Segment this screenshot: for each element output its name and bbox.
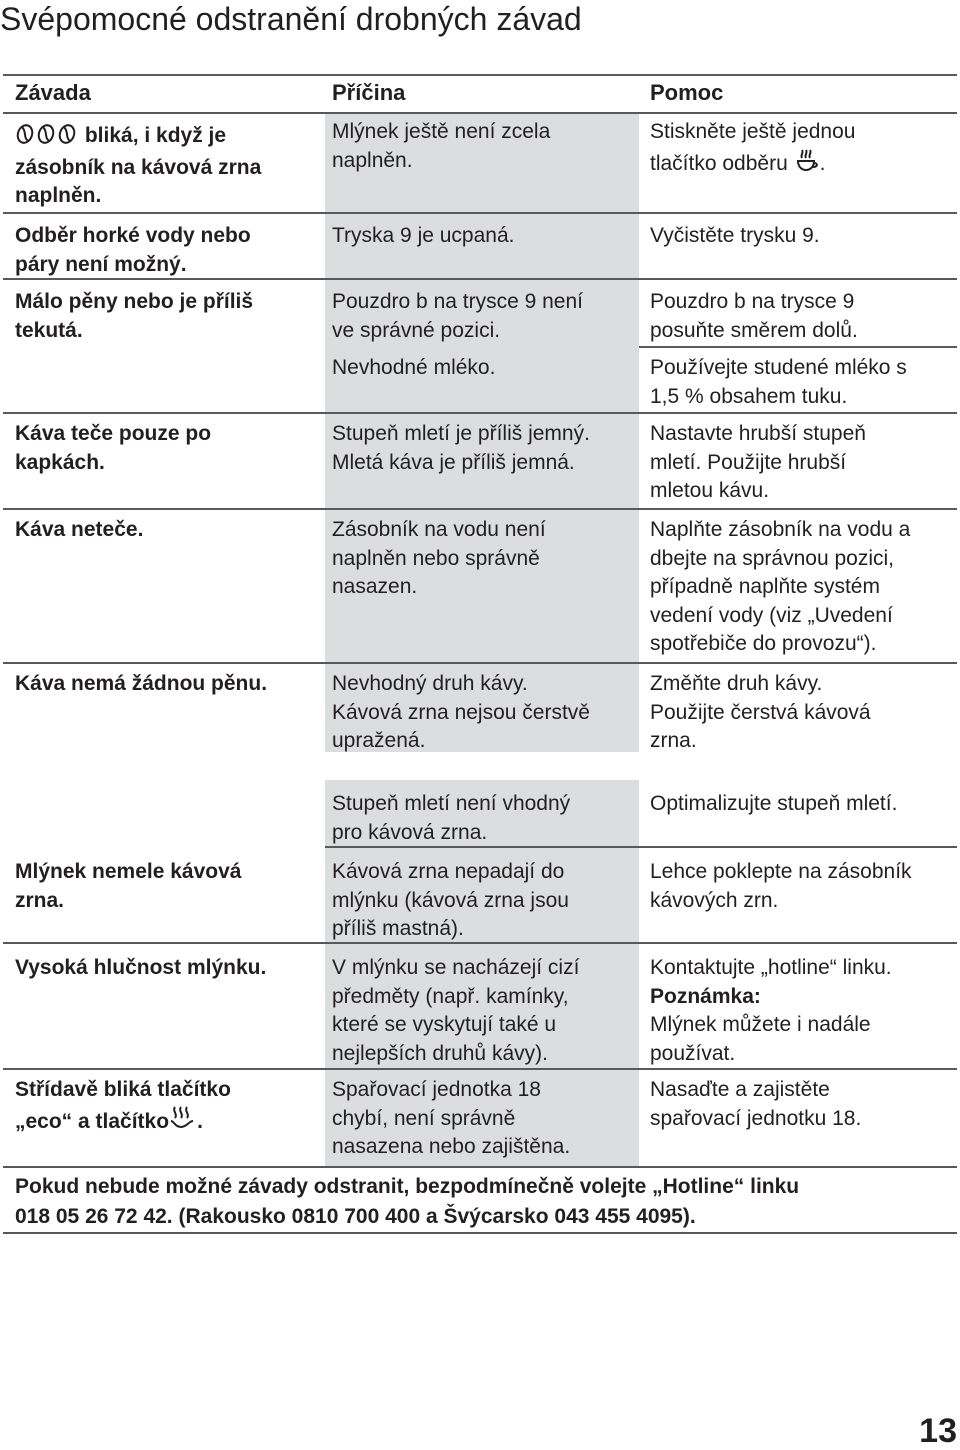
table-row-help: Změňte druh kávy. Použijte čerstvá kávová zrna. [650, 672, 871, 752]
help-text: Stiskněte ještě jednou tlačítko odběru [650, 120, 856, 175]
table-row-help: Používejte studené mléko s 1,5 % obsahem tuku. [650, 356, 907, 408]
table-row-help: Pouzdro b na trysce 9 posuňte směrem dolů. [650, 290, 858, 342]
coffee-cup-icon [794, 147, 820, 182]
help-text: Kontaktujte „hotline“ linku. [650, 956, 892, 979]
table-row-cause: Stupeň mletí je příliš jemný. Mletá káva je příliš jemná. [332, 422, 590, 474]
table-bottom-rule [3, 1232, 957, 1234]
table-row-fault: Káva nemá žádnou pěnu. [15, 672, 268, 695]
header-cause: Příčina [332, 80, 406, 105]
table-top-rule [3, 74, 957, 76]
header-help: Pomoc [650, 80, 724, 105]
row-rule [3, 508, 957, 510]
table-row-fault: Odběr horké vody nebo páry není možný. [15, 224, 251, 276]
table-row-fault [15, 122, 261, 211]
page-title: Svépomocné odstranění drobných závad [0, 1, 582, 37]
note-label: Poznámka: [650, 984, 761, 1008]
row-rule [3, 1166, 957, 1168]
three-beans-icon [15, 123, 79, 154]
table-row-cause: Nevhodný druh kávy. Kávová zrna nejsou čerstvě upražená. [332, 672, 590, 752]
row-rule [3, 662, 957, 664]
row-rule [3, 212, 957, 214]
table-row-fault: Káva teče pouze po kapkách. [15, 422, 212, 474]
fault-text: bliká, i když je zásobník na kávová zrna naplněn. [15, 124, 262, 207]
table-row-fault: Káva neteče. [15, 518, 144, 541]
table-row-fault: Málo pěny nebo je příliš tekutá. [15, 290, 254, 342]
table-row-fault: Mlýnek nemele kávová zrna. [15, 860, 242, 912]
row-rule-partial [639, 346, 957, 348]
table-row-cause: Zásobník na vodu není naplněn nebo správně nasazen. [332, 518, 546, 598]
table-row-cause: Tryska 9 je ucpaná. [332, 224, 515, 247]
table-row-help [650, 954, 892, 1068]
note-text: Mlýnek můžete i nadále používat. [650, 1013, 871, 1065]
page-number: 13 [919, 1412, 957, 1450]
row-rule [3, 1068, 957, 1070]
table-row-cause: Pouzdro b na trysce 9 není ve správné pozici. [332, 290, 583, 342]
table-row-cause: Mlýnek ještě není zcela naplněn. [332, 120, 551, 172]
help-suffix: . [819, 151, 826, 175]
table-row-cause: Stupeň mletí není vhodný pro kávová zrna. [332, 792, 571, 844]
table-row-fault [15, 1076, 231, 1139]
table-row-cause: V mlýnku se nacházejí cizí předměty (např. kamínky, které se vyskytují také u nejlepších druhů kávy). [332, 956, 580, 1065]
table-row-help: Lehce poklepte na zásobník kávových zrn. [650, 860, 912, 912]
table-row-help: Optimalizujte stupeň mletí. [650, 792, 898, 815]
table-row-fault: Vysoká hlučnost mlýnku. [15, 956, 267, 979]
table-row-help: Naplňte zásobník na vodu a dbejte na správnou pozici, případně naplňte systém vedení vody (viz „Uvedení spotřebiče do provozu“). [650, 518, 911, 655]
table-row-cause: Nevhodné mléko. [332, 356, 496, 379]
hotline-footer-note: Pokud nebude možné závady odstranit, bezpodmínečně volejte „Hotline“ linku 018 05 26 72 42. (Rakousko 0810 700 400 a Švýcarsko 043 455 4095). [15, 1175, 800, 1228]
table-row-help: Nasaďte a zajistěte spařovací jednotku 18. [650, 1078, 862, 1130]
table-row-help: Nastavte hrubší stupeň mletí. Použijte hrubší mletou kávu. [650, 422, 866, 502]
fault-text: Střídavě bliká tlačítko „eco“ a tlačítko [15, 1078, 231, 1133]
table-row-cause: Kávová zrna nepadají do mlýnku (kávová zrna jsou příliš mastná). [332, 860, 569, 940]
table-row-cause: Spařovací jednotka 18 chybí, není správně nasazena nebo zajištěna. [332, 1078, 571, 1158]
steam-icon [169, 1105, 197, 1140]
table-row-help: Vyčistěte trysku 9. [650, 224, 820, 247]
table-row-help [650, 118, 855, 181]
fault-suffix: . [197, 1109, 203, 1133]
row-rule [3, 412, 957, 414]
header-rule [3, 112, 957, 114]
header-fault: Závada [15, 80, 91, 105]
